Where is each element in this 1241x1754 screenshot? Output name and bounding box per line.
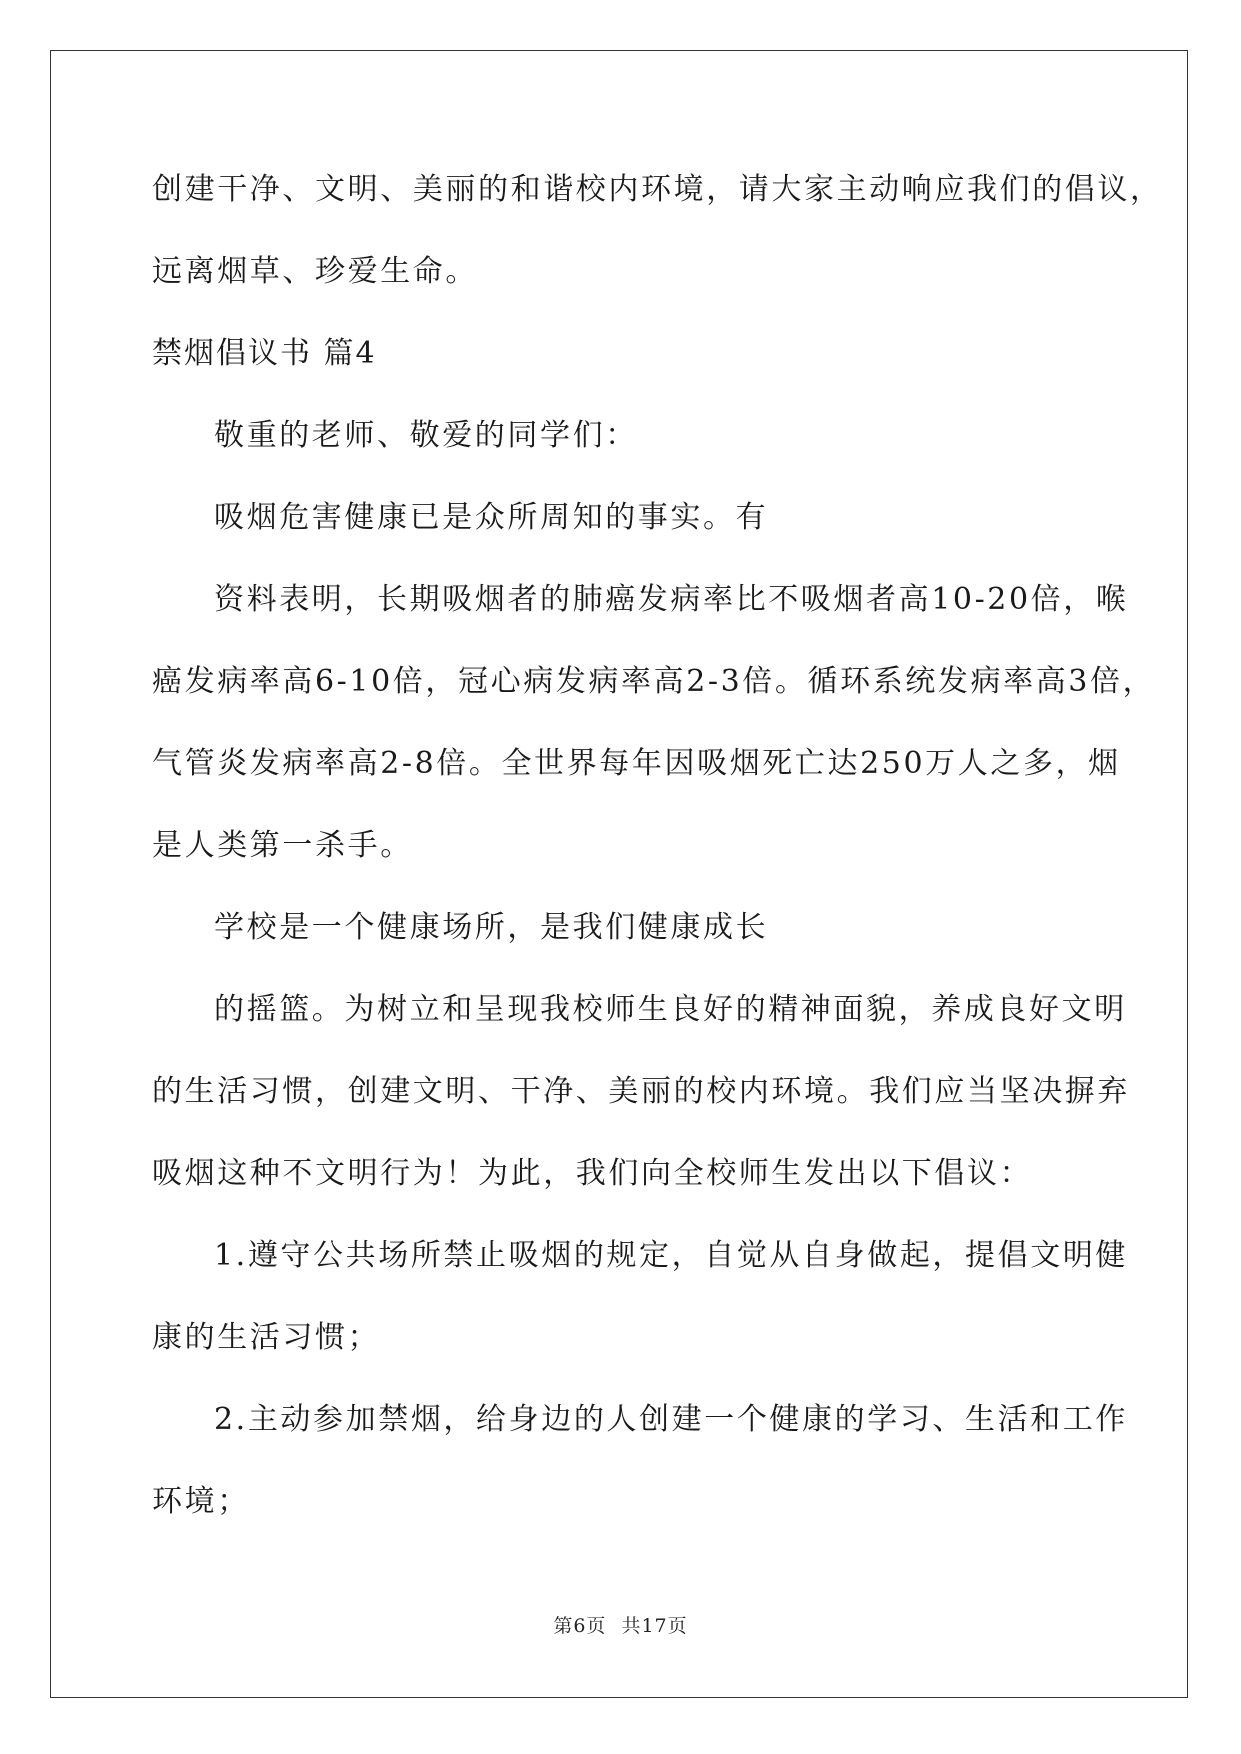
body-line-1: 创建干净、文明、美丽的和谐校内环境，请大家主动响应我们的倡议， [152,172,1163,207]
paragraph-1-line-1: 吸烟危害健康已是众所周知的事实。有 [214,500,769,535]
page-number: 第6页 [553,1615,607,1637]
salutation: 敬重的老师、敬爱的同学们： [214,418,638,453]
paragraph-3-line-1: 学校是一个健康场所，是我们健康成长 [214,910,769,945]
paragraph-2-line-1: 资料表明，长期吸烟者的肺癌发病率比不吸烟者高10-20倍，喉 [214,582,1129,617]
paragraph-2-line-4: 是人类第一杀手。 [152,828,413,863]
list-item-2-line-2: 环境； [152,1484,250,1519]
paragraph-2-line-2: 癌发病率高6-10倍，冠心病发病率高2-3倍。循环系统发病率高3倍， [152,664,1156,699]
body-line-2: 远离烟草、珍爱生命。 [152,254,478,289]
paragraph-4-line-3: 吸烟这种不文明行为！为此，我们向全校师生发出以下倡议： [152,1156,1033,1191]
list-item-1-line-1: 1.遵守公共场所禁止吸烟的规定，自觉从自身做起，提倡文明健 [214,1238,1129,1273]
paragraph-4-line-2: 的生活习惯，创建文明、干净、美丽的校内环境。我们应当坚决摒弃 [152,1074,1130,1109]
list-item-2-line-1: 2.主动参加禁烟，给身边的人创建一个健康的学习、生活和工作 [214,1402,1129,1437]
list-item-1-line-2: 康的生活习惯； [152,1320,381,1355]
page-footer [0,1614,1241,1638]
paragraph-4-line-1: 的摇篮。为树立和呈现我校师生良好的精神面貌，养成良好文明 [214,992,1127,1027]
section-heading: 禁烟倡议书 篇4 [152,336,377,371]
paragraph-2-line-3: 气管炎发病率高2-8倍。全世界每年因吸烟死亡达250万人之多，烟 [152,746,1121,781]
page-total: 共17页 [621,1615,688,1637]
page-border [50,50,1188,1698]
